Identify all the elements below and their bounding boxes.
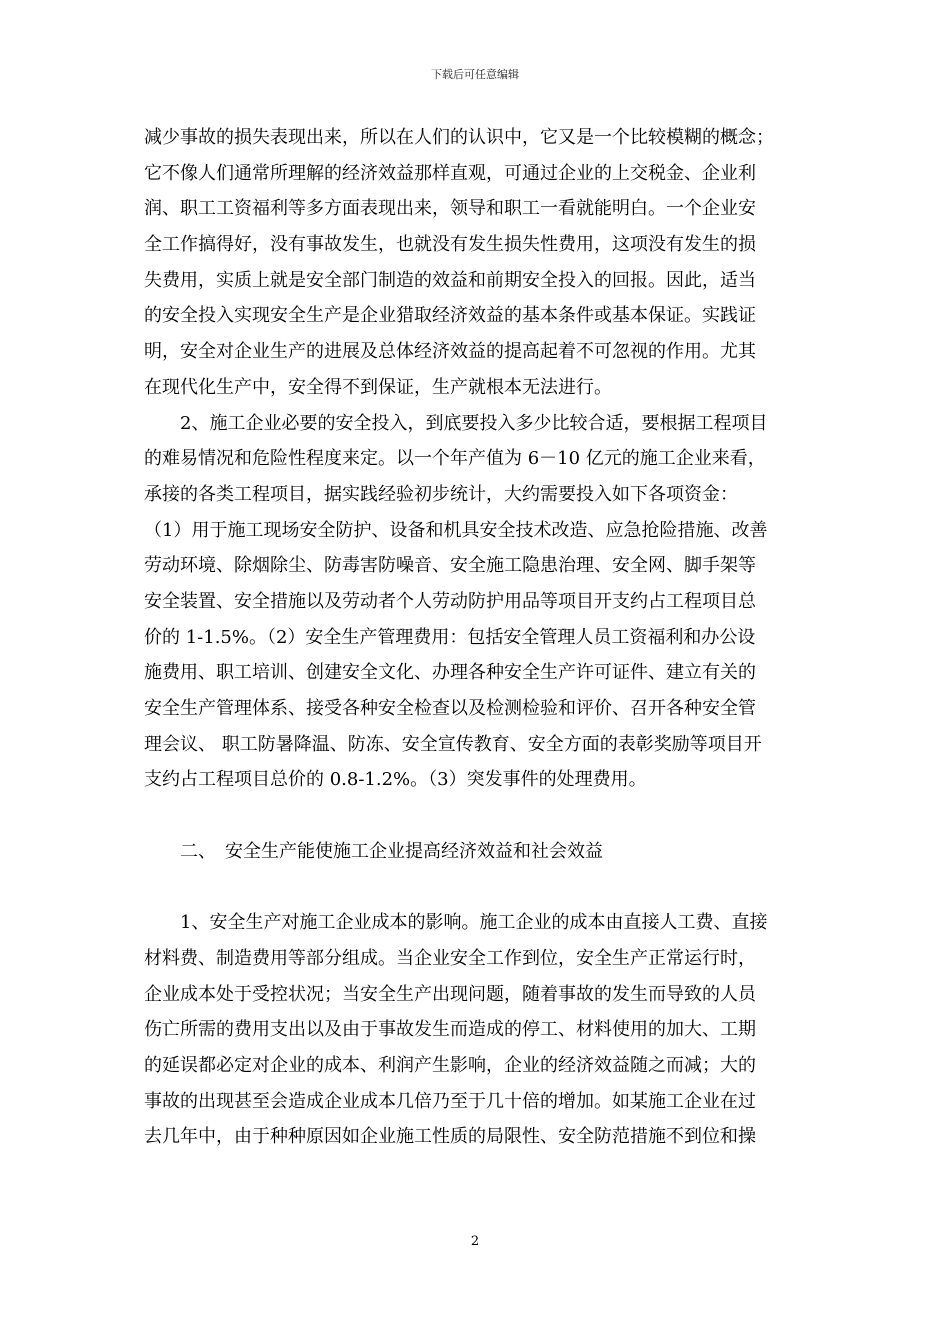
text-line: 明，安全对企业生产的进展及总体经济效益的提高起着不可忽视的作用。尤其 xyxy=(144,341,756,363)
text-line: 的延误都必定对企业的成本、利润产生影响，企业的经济效益随之而减；大的 xyxy=(144,1054,756,1076)
text-line: 2、施工企业必要的安全投入，到底要投入多少比较合适，要根据工程项目 xyxy=(144,412,768,434)
text-line: 减少事故的损失表现出来，所以在人们的认识中，它又是一个比较模糊的概念； xyxy=(144,127,774,148)
text-line: 安全生产管理体系、接受各种安全检查以及检测检验和评价、召开各种安全管 xyxy=(144,698,756,719)
text-line: 材料费、制造费用等部分组成。当企业安全工作到位，安全生产正常运行时， xyxy=(144,947,756,969)
text-line: （1）用于施工现场安全防护、设备和机具安全技术改造、应急抢险措施、改善 xyxy=(144,519,768,541)
text-line: 的难易情况和危险性程度来定。以一个年产值为 6－10 亿元的施工企业来看， xyxy=(144,448,766,470)
page-header: 下载后可任意编辑 xyxy=(431,68,519,81)
document-body xyxy=(144,120,809,1155)
section-heading: 二、 安全生产能使施工企业提高经济效益和社会效益 xyxy=(144,840,603,862)
page-number: 2 xyxy=(470,1234,480,1249)
text-line: 去几年中，由于种种原因如企业施工性质的局限性、安全防范措施不到位和操 xyxy=(144,1126,756,1148)
text-line: 在现代化生产中，安全得不到保证，生产就根本无法进行。 xyxy=(144,376,612,398)
text-line: 润、职工工资福利等多方面表现出来，领导和职工一看就能明白。一个企业安 xyxy=(144,198,756,220)
text-line: 失费用，实质上就是安全部门制造的效益和前期安全投入的回报。因此，适当 xyxy=(144,269,756,291)
text-line: 事故的出现甚至会造成企业成本几倍乃至于几十倍的增加。如某施工企业在过 xyxy=(144,1090,756,1112)
text-line: 劳动环境、除烟除尘、防毒害防噪音、安全施工隐患治理、安全网、脚手架等 xyxy=(144,555,756,577)
text-line: 的安全投入实现安全生产是企业猎取经济效益的基本条件或基本保证。实践证 xyxy=(144,305,756,327)
text-line: 伤亡所需的费用支出以及由于事故发生而造成的停工、材料使用的加大、工期 xyxy=(144,1019,756,1041)
text-line: 全工作搞得好，没有事故发生，也就没有发生损失性费用，这项没有发生的损 xyxy=(144,234,756,256)
text-line: 它不像人们通常所理解的经济效益那样直观，可通过企业的上交税金、企业利 xyxy=(144,162,756,184)
text-line: 企业成本处于受控状况；当安全生产出现问题，随着事故的发生而导致的人员 xyxy=(144,983,756,1005)
blank-line xyxy=(144,798,809,834)
blank-line xyxy=(144,869,809,905)
text-line: 安全装置、安全措施以及劳动者个人劳动防护用品等项目开支约占工程项目总 xyxy=(144,590,756,612)
paragraph-block-1 xyxy=(144,120,809,798)
text-line: 施费用、职工培训、创建安全文化、办理各种安全生产许可证件、建立有关的 xyxy=(144,662,756,684)
text-line: 价的 1-1.5%。（2）安全生产管理费用：包括安全管理人员工资福利和办公设 xyxy=(144,626,756,648)
text-line: 理会议、 职工防暑降温、防冻、安全宣传教育、安全方面的表彰奖励等项目开 xyxy=(144,733,762,755)
text-line: 支约占工程项目总价的 0.8-1.2%。（3）突发事件的处理费用。 xyxy=(144,769,647,791)
paragraph-block-2 xyxy=(144,905,809,1155)
text-line: 承接的各类工程项目，据实践经验初步统计，大约需要投入如下各项资金： xyxy=(144,483,738,505)
text-line: 1、安全生产对施工企业成本的影响。施工企业的成本由直接人工费、直接 xyxy=(144,912,768,934)
